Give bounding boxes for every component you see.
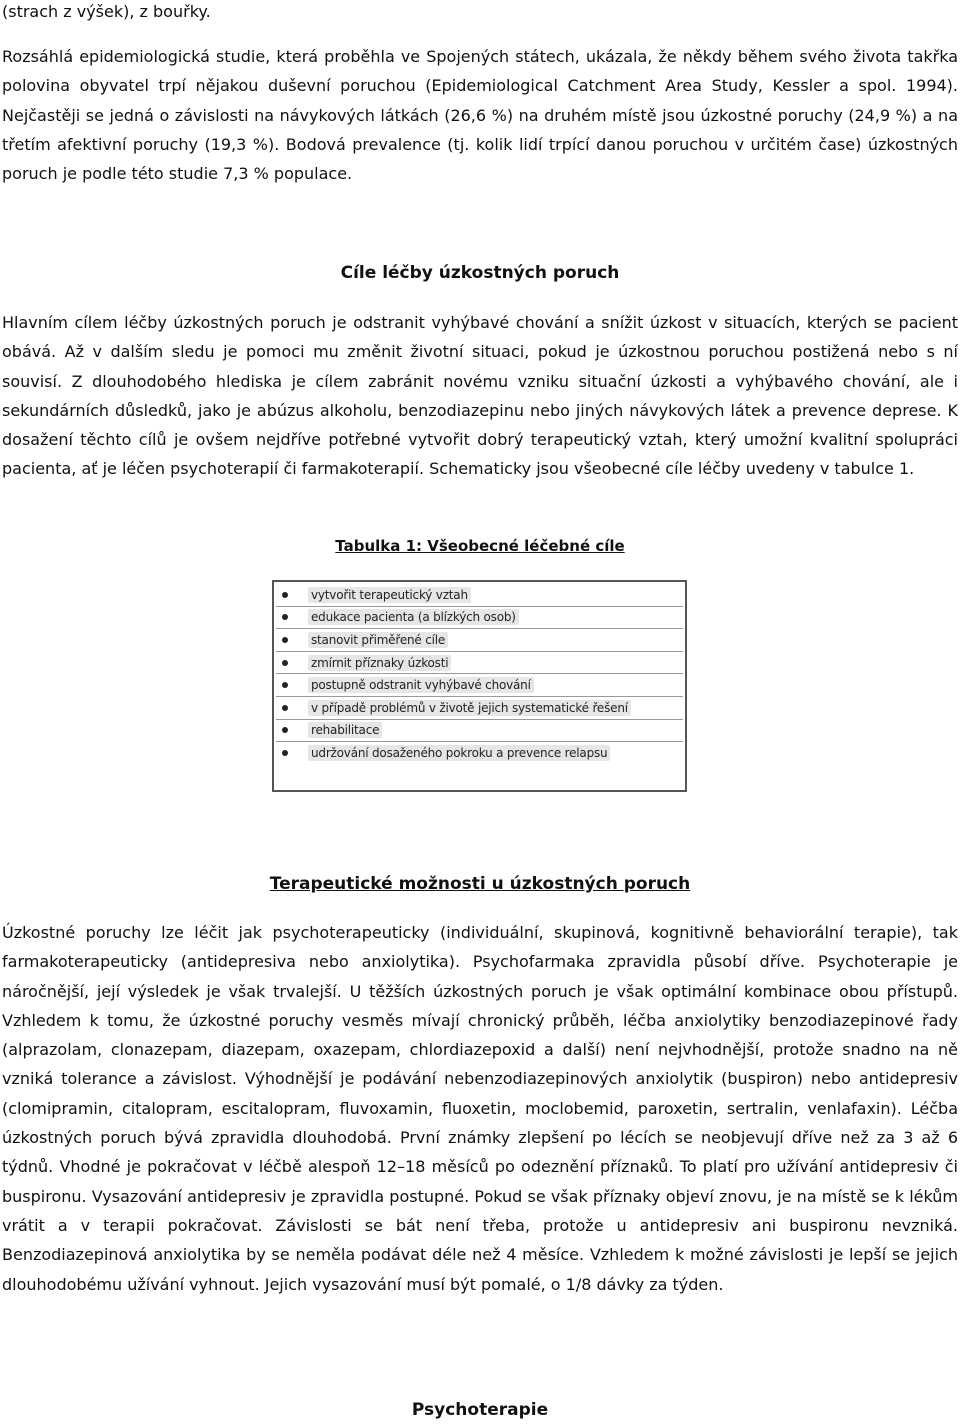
bullet-icon [282,614,288,620]
table-cell: zmírnit příznaky úzkosti [308,655,451,671]
bullet-icon [282,682,288,688]
therapy-paragraph: Úzkostné poruchy lze léčit jak psychoterapeuticky (individuální, skupinová, kognitivně behaviorální terapie), tak farmakoterapeuticky (antidepresiva nebo anxiolytika). Psychofarmaka zpravidla působí dříve. Psychoterapie je náročnější, její výsledek je však trvalejší. U těžších úzkostných poruch je však optimální kombinace obou přístupů. Vzhledem k tomu, že úzkostné poruchy vesměs mívají chronický průběh, léčba anxiolytiky benzodiazepinové řady (alprazolam, clonazepam, diazepam, oxazepam, chlordiazepoxid a další) není nejvhodnější, protože snadno na ně vzniká tolerance a závislost. Výhodnější je podávání nebenzodiazepinových anxiolytik (buspiron) nebo antidepresiv (clomipramin, citalopram, escitalopram, fluvoxamin, fluoxetin, moclobemid, paroxetin, sertralin, venlafaxin). Léčba úzkostných poruch bývá zpravidla dlouhodobá. První známky zlepšení po lécích se neobjevují dříve než za 3 až 6 týdnů. Vhodné je pokračovat v léčbě alespoň 12–18 měsíců po odeznění příznaků. To platí pro užívání antidepresiv či buspironu. Vysazování antidepresiv je zpravidla postupné. Pokud se však příznaky objeví znovu, je na místě se k lékům vrátit a v terapii pokračovat. Závislosti se bát není třeba, protože u antidepresiv ani buspironu nevzniká. Benzodiazepinová anxiolytika by se neměla podávat déle než 4 měsíce. Vzhledem k možné závislosti je lepší se jejich dlouhodobému užívání vyhnout. Jejich vysazování musí být pomalé, o 1/8 dávky za týden. [2,923,958,1294]
section-heading-therapy [0,871,960,897]
table-cell: rehabilitace [308,722,382,738]
table-row [276,607,683,630]
bullet-icon [282,660,288,666]
goals-paragraph: Hlavním cílem léčby úzkostných poruch je odstranit vyhýbavé chování a snížit úzkost v situacích, kterých se pacient obává. Až v dalším sledu je pomoci mu změnit životní situaci, pokud je úzkostnou poruchou postižená nebo s ní souvisí. Z dlouhodobého hlediska je cílem zabránit novému vzniku situační úzkosti a vyhýbavého chování, ale i sekundárních důsledků, jako je abúzus alkoholu, benzodiazepinu nebo jiných návykových látek a prevence deprese. K dosažení těchto cílů je ovšem nejdříve potřebné vytvořit dobrý terapeutický vztah, který umožní kvalitní spolupráci pacienta, ať je léčen psychoterapií či farmakoterapií. Schematicky jsou všeobecné cíle léčby uvedeny v tabulce 1. [2,313,958,479]
table-cell: vytvořit terapeutický vztah [308,587,471,603]
table-caption-text: Tabulka 1: Všeobecné léčebné cíle [335,537,625,555]
table-row [276,629,683,652]
section-heading-psychotherapy [0,1397,960,1423]
table-cell: v případě problémů v životě jejich systematické řešení [308,700,631,716]
table-row [276,584,683,607]
table-cell: stanovit přiměřené cíle [308,632,448,648]
section-heading-psychotherapy-text: Psychoterapie [411,1400,549,1420]
table-row [276,742,683,765]
section-heading-therapy-text: Terapeutické možnosti u úzkostných poruch [269,874,691,894]
table-row [276,652,683,675]
table-caption [0,535,960,557]
bullet-icon [282,750,288,756]
section-heading-goals-text: Cíle léčby úzkostných poruch [340,263,620,283]
bullet-icon [282,705,288,711]
bullet-icon [282,637,288,643]
goals-table [272,580,687,792]
bullet-icon [282,727,288,733]
table-row [276,697,683,720]
table-cell: edukace pacienta (a blízkých osob) [308,609,519,625]
table-row [276,674,683,697]
table-cell: udržování dosaženého pokroku a prevence relapsu [308,745,610,761]
table-cell: postupně odstranit vyhýbavé chování [308,677,534,693]
section-heading-goals [0,260,960,286]
bullet-icon [282,592,288,598]
table-row [276,720,683,743]
top-fragment: (strach z výšek), z bouřky. [2,2,211,21]
intro-paragraph: Rozsáhlá epidemiologická studie, která proběhla ve Spojených státech, ukázala, že někdy během svého života takřka polovina obyvatel trpí nějakou duševní poruchou (Epidemiological Catchment Area Study, Kessler a spol. 1994). Nejčastěji se jedná o závislosti na návykových látkách (26,6 %) na druhém místě jsou úzkostné poruchy (24,9 %) a na třetím afektivní poruchy (19,3 %). Bodová prevalence (tj. kolik lidí trpící danou poruchou v určitém čase) úzkostných poruch je podle této studie 7,3 % populace. [2,47,958,184]
